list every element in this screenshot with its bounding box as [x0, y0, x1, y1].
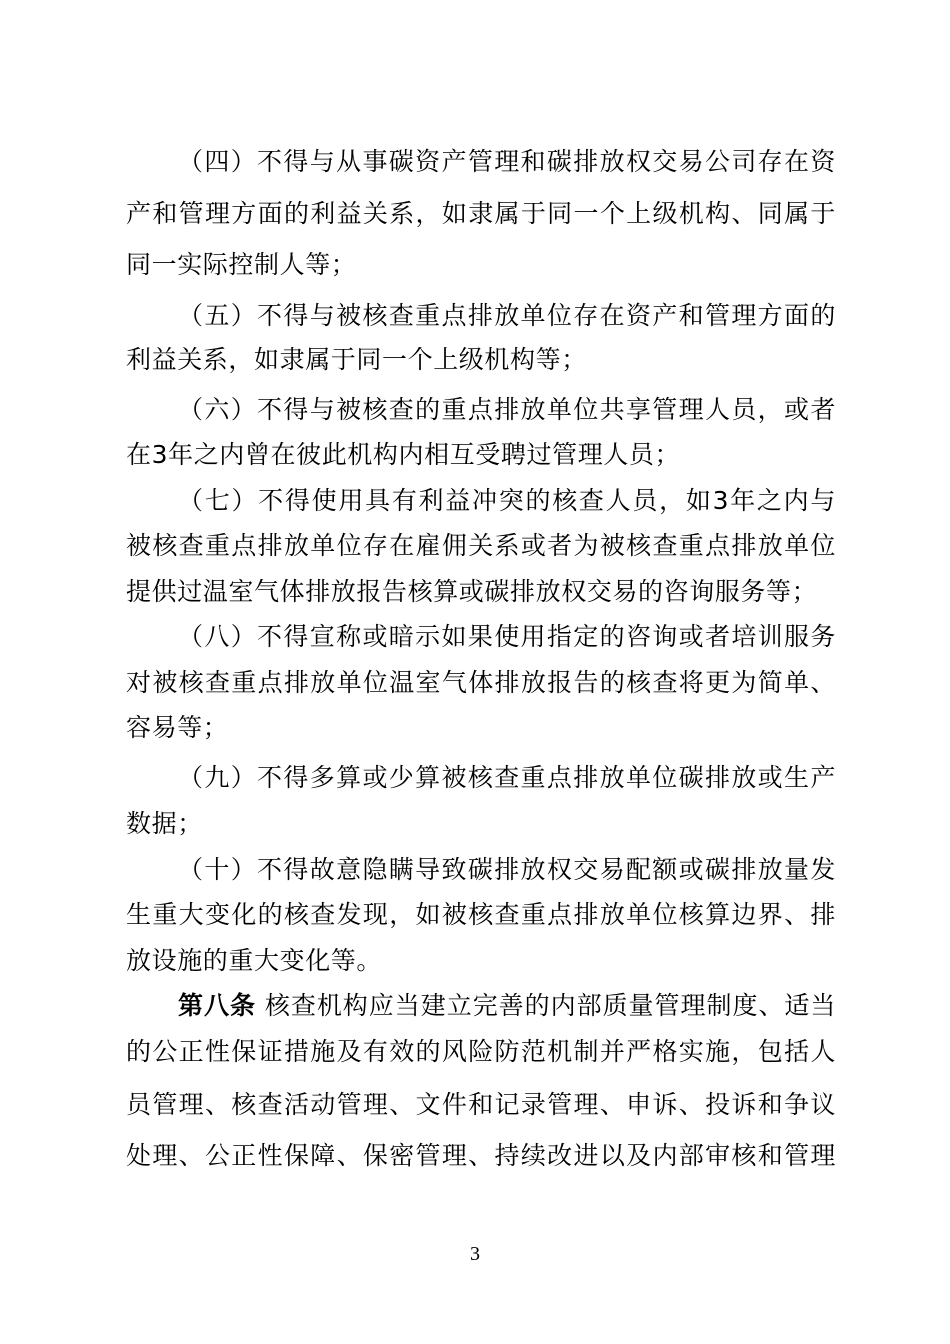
article-label: 第八条	[178, 991, 256, 1020]
paragraph-7-line-2: 被核查重点排放单位存在雇佣关系或者为被核查重点排放单位	[126, 531, 836, 560]
paragraph-4-line-2: 产和管理方面的利益关系，如隶属于同一个上级机构、同属于	[126, 199, 836, 228]
article-8-line-1-text: 核查机构应当建立完善的内部质量管理制度、适当	[264, 991, 837, 1020]
paragraph-10-line-1: （十）不得故意隐瞒导致碳排放权交易配额或碳排放量发	[178, 855, 836, 884]
paragraph-10-line-2: 生重大变化的核查发现，如被核查重点排放单位核算边界、排	[126, 900, 836, 929]
paragraph-4-line-1: （四）不得与从事碳资产管理和碳排放权交易公司存在资	[178, 147, 836, 176]
paragraph-6-line-1: （六）不得与被核查的重点排放单位共享管理人员，或者	[178, 395, 836, 424]
paragraph-7-line-1: （七）不得使用具有利益冲突的核查人员，如3年之内与	[178, 486, 836, 515]
paragraph-10-line-3: 放设施的重大变化等。	[126, 946, 383, 975]
paragraph-9-line-1: （九）不得多算或少算被核查重点排放单位碳排放或生产	[178, 763, 836, 792]
paragraph-6-line-2: 在3年之内曾在彼此机构内相互受聘过管理人员；	[126, 440, 681, 469]
paragraph-5-line-2: 利益关系，如隶属于同一个上级机构等；	[126, 345, 587, 374]
article-8-line-4: 处理、公正性保障、保密管理、持续改进以及内部审核和管理	[126, 1141, 836, 1170]
paragraph-8-line-2: 对被核查重点排放单位温室气体排放报告的核查将更为简单、	[126, 668, 836, 697]
article-8-line-2: 的公正性保证措施及有效的风险防范机制并严格实施，包括人	[126, 1037, 836, 1066]
page-number: 3	[470, 1243, 480, 1265]
paragraph-8-line-3: 容易等；	[126, 713, 229, 742]
paragraph-7-line-3: 提供过温室气体排放报告核算或碳排放权交易的咨询服务等；	[126, 577, 818, 606]
paragraph-8-line-1: （八）不得宣称或暗示如果使用指定的咨询或者培训服务	[178, 622, 836, 651]
paragraph-9-line-2: 数据；	[126, 809, 203, 838]
paragraph-5-line-1: （五）不得与被核查重点排放单位存在资产和管理方面的	[178, 301, 836, 330]
article-8-line-1	[178, 988, 836, 1024]
article-8-line-3: 员管理、核查活动管理、文件和记录管理、申诉、投诉和争议	[126, 1090, 836, 1119]
paragraph-4-line-3: 同一实际控制人等；	[126, 250, 357, 279]
